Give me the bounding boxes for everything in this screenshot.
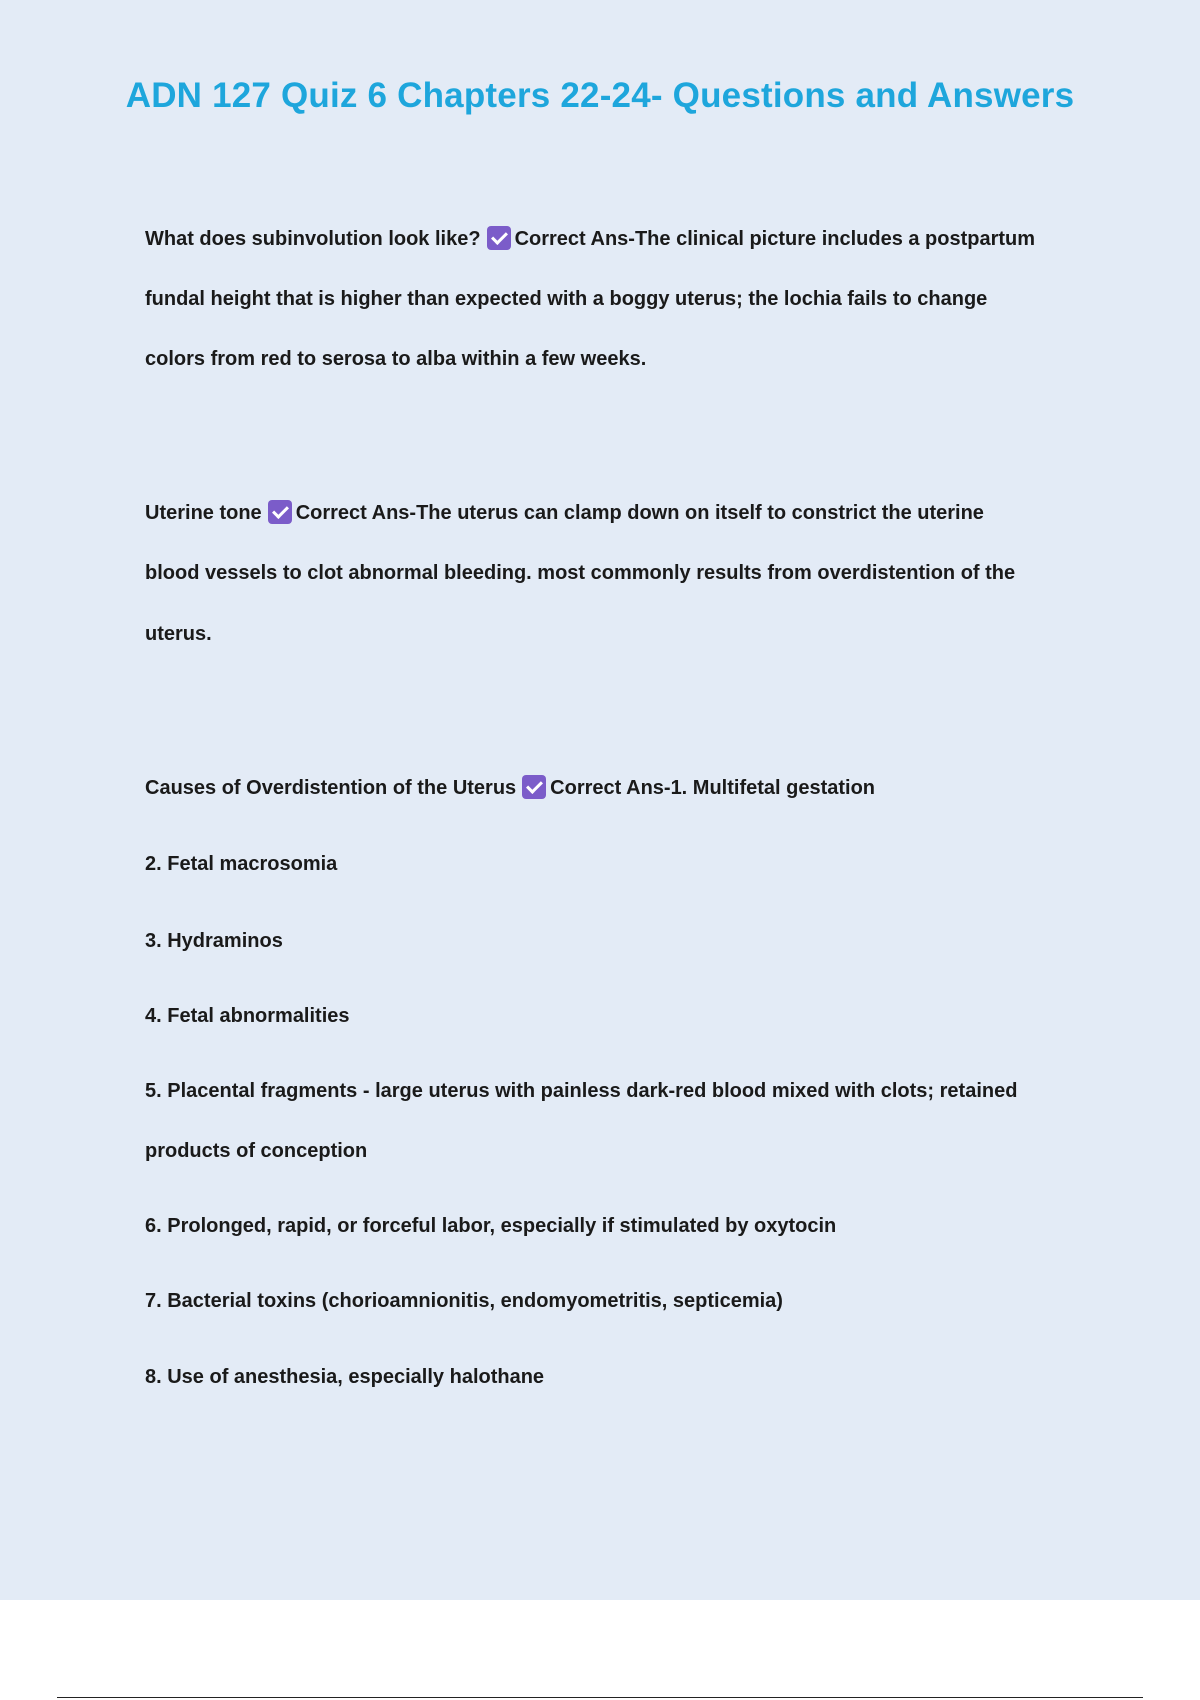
checkbox-checked-icon	[268, 500, 292, 524]
list-item: 5. Placental fragments - large uterus with painless dark-red blood mixed with clots; retained	[145, 1080, 1018, 1102]
list-item: 3. Hydraminos	[145, 930, 283, 952]
document-title: ADN 127 Quiz 6 Chapters 22-24- Questions and Answers	[125, 76, 1075, 115]
checkbox-checked-icon	[487, 226, 511, 250]
list-item: 8. Use of anesthesia, especially halothane	[145, 1366, 545, 1388]
answer-continuation: blood vessels to clot abnormal bleeding. most commonly results from overdistention of the	[145, 562, 1016, 584]
list-item: products of conception	[145, 1140, 368, 1162]
answer-text: Correct Ans-The clinical picture includes a postpartum	[514, 228, 1036, 250]
answer-continuation: uterus.	[145, 623, 212, 645]
answer-text: Correct Ans-1. Multifetal gestation	[550, 777, 876, 799]
footer-divider	[57, 1697, 1143, 1698]
qa-1-line-1	[145, 225, 1035, 253]
list-item: 6. Prolonged, rapid, or forceful labor, especially if stimulated by oxytocin	[145, 1215, 837, 1237]
checkbox-checked-icon	[522, 775, 546, 799]
question-text: Causes of Overdistention of the Uterus	[145, 777, 517, 799]
question-text: Uterine tone	[145, 502, 262, 524]
qa-3-line-1	[145, 774, 875, 802]
question-text: What does subinvolution look like?	[145, 228, 481, 250]
answer-continuation: fundal height that is higher than expected with a boggy uterus; the lochia fails to change	[145, 288, 988, 310]
answer-text: Correct Ans-The uterus can clamp down on itself to constrict the uterine	[295, 502, 984, 524]
list-item: 4. Fetal abnormalities	[145, 1005, 350, 1027]
list-item: 2. Fetal macrosomia	[145, 853, 338, 875]
answer-continuation: colors from red to serosa to alba within a few weeks.	[145, 348, 647, 370]
qa-2-line-1	[145, 499, 984, 527]
list-item: 7. Bacterial toxins (chorioamnionitis, endomyometritis, septicemia)	[145, 1290, 783, 1312]
